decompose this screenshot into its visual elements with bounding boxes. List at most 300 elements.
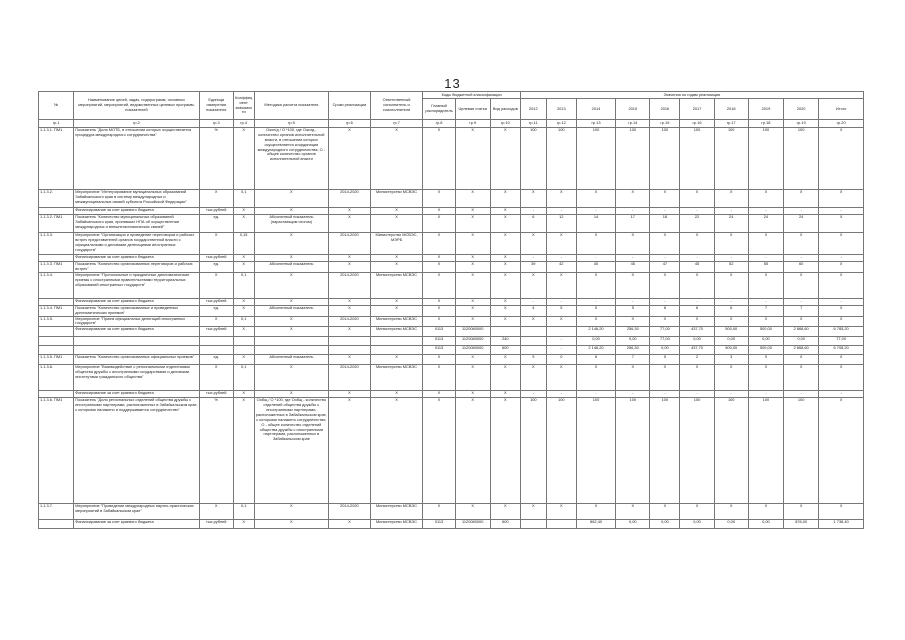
row-name: Показатель "Количество организованных и проведенных дипломатических приемов" bbox=[74, 305, 199, 316]
table-row bbox=[39, 398, 864, 504]
row-year-value: - bbox=[784, 255, 819, 262]
row-target-article-code: X bbox=[455, 272, 490, 298]
row-year-value: X bbox=[520, 316, 546, 327]
row-year-value: 100 bbox=[616, 398, 650, 504]
row-unit bbox=[199, 337, 233, 346]
row-year-value: X bbox=[650, 365, 680, 391]
row-coefficient bbox=[233, 346, 254, 355]
row-year-value: 52 bbox=[714, 262, 748, 273]
row-term: X bbox=[329, 298, 370, 305]
row-expense-type-code: X bbox=[490, 398, 520, 504]
row-year-value: - bbox=[576, 391, 615, 398]
row-method: Абсолютный показатель (нарастающим итогом) bbox=[254, 215, 329, 233]
row-year-value: X bbox=[819, 305, 864, 316]
column-number: гр.4 bbox=[233, 120, 254, 128]
row-year-value: X bbox=[576, 504, 615, 520]
row-method: X bbox=[254, 272, 329, 298]
row-number: 1.1.3.5. ПМ1 bbox=[39, 355, 74, 365]
column-number: гр.17 bbox=[714, 120, 748, 128]
row-year-value: 40 bbox=[576, 262, 615, 273]
row-target-article-code: X bbox=[455, 215, 490, 233]
row-expense-type-code: X bbox=[490, 298, 520, 305]
table-row bbox=[39, 305, 864, 316]
row-year-value: 256,30 bbox=[616, 327, 650, 337]
row-name: Мероприятие "Проведение международных научно-практических мероприятий в Забайкальском крае" bbox=[74, 504, 199, 520]
row-year-value: X bbox=[819, 365, 864, 391]
header-year: 2014 bbox=[576, 99, 615, 120]
row-year-value: X bbox=[714, 233, 748, 255]
row-year-value: 100 bbox=[576, 398, 615, 504]
row-main-manager-code: X bbox=[423, 215, 455, 233]
row-method: X bbox=[254, 316, 329, 327]
row-expense-type-code: 600 bbox=[490, 520, 520, 529]
row-responsible: X bbox=[370, 391, 423, 398]
row-year-value: - bbox=[714, 208, 748, 215]
row-year-value: 14 bbox=[576, 215, 615, 233]
row-term: X bbox=[329, 305, 370, 316]
row-year-value: - bbox=[520, 391, 546, 398]
row-year-value: - bbox=[714, 391, 748, 398]
row-term: 2014-2020 bbox=[329, 316, 370, 327]
row-year-value: - bbox=[819, 255, 864, 262]
row-number: 1.1.3.3. ПМ1 bbox=[39, 262, 74, 273]
row-year-value: - bbox=[748, 255, 783, 262]
row-expense-type-code: X bbox=[490, 128, 520, 190]
row-year-value: 437,70 bbox=[680, 327, 714, 337]
row-target-article-code: 1120080000 bbox=[455, 346, 490, 355]
row-coefficient: 0,1 bbox=[233, 272, 254, 298]
row-main-manager-code: X bbox=[423, 128, 455, 190]
row-main-manager-code: X bbox=[423, 504, 455, 520]
row-year-value: X bbox=[819, 262, 864, 273]
row-responsible: X bbox=[370, 305, 423, 316]
row-method bbox=[254, 337, 329, 346]
row-year-value: X bbox=[819, 355, 864, 365]
row-year-value: 2 868,60 bbox=[784, 327, 819, 337]
row-method: Абсолютный показатель bbox=[254, 262, 329, 273]
row-year-value: 22 bbox=[680, 215, 714, 233]
row-year-value bbox=[520, 327, 546, 337]
row-main-manager-code: X bbox=[423, 208, 455, 215]
row-year-value: X bbox=[680, 272, 714, 298]
row-name: Финансирование за счет краевого бюджета bbox=[74, 298, 199, 305]
row-year-value: 6 bbox=[650, 305, 680, 316]
row-name: Мероприятие "Организация и проведение переговоров и рабочих встреч представителей органов государственной власти с официальными и деловыми делегациями иностранных государств" bbox=[74, 233, 199, 255]
row-responsible: Министерство МСВЭС bbox=[370, 327, 423, 337]
row-year-value: X bbox=[784, 504, 819, 520]
table-row bbox=[39, 233, 864, 255]
row-year-value: 876,00 bbox=[784, 520, 819, 529]
row-year-value: 100 bbox=[680, 398, 714, 504]
row-unit: X bbox=[199, 365, 233, 391]
row-unit: % bbox=[199, 398, 233, 504]
row-responsible: X bbox=[370, 128, 423, 190]
header-year: 2018 bbox=[714, 99, 748, 120]
row-year-value: X bbox=[546, 272, 576, 298]
row-method: Абсолютный показатель bbox=[254, 355, 329, 365]
column-number: гр.11 bbox=[520, 120, 546, 128]
row-year-value: 4 bbox=[520, 305, 546, 316]
row-term: X bbox=[329, 355, 370, 365]
row-year-value: X bbox=[650, 190, 680, 208]
row-year-value: X bbox=[819, 215, 864, 233]
row-year-value: X bbox=[819, 128, 864, 190]
row-year-value: X bbox=[819, 504, 864, 520]
row-year-value: 24 bbox=[784, 215, 819, 233]
row-term: X bbox=[329, 391, 370, 398]
row-unit: ед. bbox=[199, 355, 233, 365]
row-number: 1.1.3.1. ПМ1 bbox=[39, 128, 74, 190]
row-responsible: Министерство МСВЭС bbox=[370, 190, 423, 208]
row-method: X bbox=[254, 298, 329, 305]
row-expense-type-code: 600 bbox=[490, 346, 520, 355]
row-unit: тыс.рублей bbox=[199, 327, 233, 337]
row-year-value: 5 bbox=[616, 305, 650, 316]
row-number: 1.1.3.7. bbox=[39, 504, 74, 520]
row-year-value: - bbox=[576, 298, 615, 305]
row-year-value: 100 bbox=[520, 128, 546, 190]
row-year-value: X bbox=[546, 365, 576, 391]
header-method: Методика расчета показателя bbox=[254, 92, 329, 120]
row-year-value: X bbox=[714, 504, 748, 520]
row-year-value: 0,00 bbox=[576, 337, 615, 346]
row-year-value: 100 bbox=[650, 128, 680, 190]
row-expense-type-code: X bbox=[490, 233, 520, 255]
row-target-article-code: X bbox=[455, 128, 490, 190]
row-year-value: 6 708,20 bbox=[819, 346, 864, 355]
row-main-manager-code: X bbox=[423, 398, 455, 504]
row-year-value: X bbox=[748, 316, 783, 327]
row-main-manager-code: 0113 bbox=[423, 346, 455, 355]
row-coefficient: X bbox=[233, 262, 254, 273]
header-budget-codes: Коды бюджетной классификации bbox=[423, 92, 520, 99]
row-unit: тыс.рублей bbox=[199, 391, 233, 398]
row-name: Показатель "Доля региональных отделений общества дружбы с иностранными партнерами, расположенных в Забайкальском крае, с которыми налажено и поддерживается сотрудничество" bbox=[74, 398, 199, 504]
row-year-value: X bbox=[748, 190, 783, 208]
row-year-value: X bbox=[616, 272, 650, 298]
row-year-value: 2 bbox=[680, 355, 714, 365]
row-year-value: - bbox=[680, 255, 714, 262]
row-expense-type-code: X bbox=[490, 262, 520, 273]
row-year-value: - bbox=[546, 391, 576, 398]
row-name: Финансирование за счет краевого бюджета bbox=[74, 255, 199, 262]
row-expense-type-code: X bbox=[490, 272, 520, 298]
row-responsible: X bbox=[370, 262, 423, 273]
table-row bbox=[39, 355, 864, 365]
row-year-value: - bbox=[576, 208, 615, 215]
table-row bbox=[39, 298, 864, 305]
row-main-manager-code: X bbox=[423, 391, 455, 398]
row-method: X bbox=[254, 391, 329, 398]
row-unit: X bbox=[199, 316, 233, 327]
row-main-manager-code: X bbox=[423, 255, 455, 262]
row-target-article-code: X bbox=[455, 262, 490, 273]
row-year-value: 3 bbox=[714, 355, 748, 365]
row-year-value: X bbox=[546, 190, 576, 208]
row-year-value: X bbox=[650, 316, 680, 327]
row-year-value: X bbox=[680, 365, 714, 391]
table-row bbox=[39, 391, 864, 398]
row-coefficient: 0,1 bbox=[233, 504, 254, 520]
row-year-value bbox=[520, 337, 546, 346]
header-year: 2015 bbox=[616, 99, 650, 120]
row-main-manager-code: X bbox=[423, 272, 455, 298]
row-coefficient bbox=[233, 337, 254, 346]
row-expense-type-code: X bbox=[490, 365, 520, 391]
row-year-value: - bbox=[650, 298, 680, 305]
row-responsible bbox=[370, 337, 423, 346]
row-number bbox=[39, 327, 74, 337]
row-year-value: 7 bbox=[784, 305, 819, 316]
row-unit: X bbox=[199, 233, 233, 255]
row-year-value: - bbox=[546, 346, 576, 355]
row-year-value bbox=[520, 520, 546, 529]
row-year-value: 0,00 bbox=[680, 337, 714, 346]
row-year-value: - bbox=[520, 298, 546, 305]
row-year-value: - bbox=[748, 298, 783, 305]
row-year-value: X bbox=[784, 365, 819, 391]
row-method: X bbox=[254, 255, 329, 262]
row-year-value: - bbox=[680, 298, 714, 305]
row-method bbox=[254, 346, 329, 355]
row-year-value: 6 bbox=[576, 355, 615, 365]
row-unit: тыс.рублей bbox=[199, 208, 233, 215]
row-year-value: 17 bbox=[616, 215, 650, 233]
table-row bbox=[39, 190, 864, 208]
row-coefficient: X bbox=[233, 255, 254, 262]
row-year-value: 100 bbox=[576, 128, 615, 190]
row-year-value: 0,00 bbox=[784, 337, 819, 346]
row-year-value: X bbox=[520, 504, 546, 520]
row-name: Показатель "Количество организованных официальных приемов" bbox=[74, 355, 199, 365]
row-term: 2014-2020 bbox=[329, 365, 370, 391]
header-year: Итого bbox=[819, 99, 864, 120]
row-term: X bbox=[329, 520, 370, 529]
row-expense-type-code: X bbox=[490, 190, 520, 208]
row-year-value: - bbox=[520, 208, 546, 215]
table-row bbox=[39, 262, 864, 273]
row-year-value: X bbox=[576, 365, 615, 391]
row-target-article-code: X bbox=[455, 255, 490, 262]
table-row bbox=[39, 215, 864, 233]
row-expense-type-code: X bbox=[490, 391, 520, 398]
header-year: 2013 bbox=[546, 99, 576, 120]
row-year-value: 437,70 bbox=[680, 346, 714, 355]
row-year-value: 0,00 bbox=[650, 346, 680, 355]
row-term bbox=[329, 337, 370, 346]
row-year-value: X bbox=[650, 504, 680, 520]
row-coefficient: X bbox=[233, 398, 254, 504]
row-year-value: 100 bbox=[650, 398, 680, 504]
row-method: X bbox=[254, 190, 329, 208]
column-number: гр.2 bbox=[74, 120, 199, 128]
column-number: гр.13 bbox=[576, 120, 615, 128]
row-main-manager-code: X bbox=[423, 233, 455, 255]
row-target-article-code: 1120080000 bbox=[455, 520, 490, 529]
header-year: 2016 bbox=[650, 99, 680, 120]
row-year-value: X bbox=[748, 504, 783, 520]
row-year-value: - bbox=[616, 298, 650, 305]
row-number: 1.1.3.6. bbox=[39, 365, 74, 391]
row-responsible: X bbox=[370, 255, 423, 262]
header-row-top bbox=[39, 92, 864, 99]
row-coefficient: X bbox=[233, 208, 254, 215]
row-year-value: 0,00 bbox=[714, 337, 748, 346]
row-year-value: - bbox=[546, 255, 576, 262]
row-target-article-code: 1120080000 bbox=[455, 327, 490, 337]
row-year-value: 100 bbox=[520, 398, 546, 504]
row-responsible: Министерство МСВЭС bbox=[370, 365, 423, 391]
column-number: гр.10 bbox=[490, 120, 520, 128]
row-year-value: X bbox=[616, 316, 650, 327]
row-year-value: X bbox=[680, 190, 714, 208]
row-target-article-code: X bbox=[455, 391, 490, 398]
row-target-article-code: X bbox=[455, 208, 490, 215]
row-name: Финансирование за счет краевого бюджета bbox=[74, 520, 199, 529]
row-expense-type-code: X bbox=[490, 255, 520, 262]
row-number: 1.1.3.4. ПМ1 bbox=[39, 305, 74, 316]
program-indicators-table bbox=[38, 91, 864, 529]
row-term: 2014-2020 bbox=[329, 504, 370, 520]
column-number: гр.18 bbox=[748, 120, 783, 128]
row-method: X bbox=[254, 233, 329, 255]
column-number: гр.3 bbox=[199, 120, 233, 128]
row-coefficient: X bbox=[233, 128, 254, 190]
header-values-by-year: Значения по годам реализации bbox=[520, 92, 863, 99]
row-term: X bbox=[329, 398, 370, 504]
row-coefficient: X bbox=[233, 215, 254, 233]
row-year-value bbox=[546, 327, 576, 337]
table-row bbox=[39, 272, 864, 298]
row-year-value: - bbox=[546, 298, 576, 305]
row-method: Ожог/д / О *100, где Ожогд - количество органов исполнительной власти, в отношении которых осуществляется координация международного сотрудничества; О - общее количество органов исполнительной власти bbox=[254, 128, 329, 190]
row-method: Абсолютный показатель bbox=[254, 305, 329, 316]
row-expense-type-code: X bbox=[490, 305, 520, 316]
row-coefficient: X bbox=[233, 520, 254, 529]
row-main-manager-code: X bbox=[423, 355, 455, 365]
row-year-value: - bbox=[616, 208, 650, 215]
row-year-value: X bbox=[784, 272, 819, 298]
row-method: X bbox=[254, 365, 329, 391]
header-responsible: Ответственный исполнитель и соисполнители bbox=[370, 92, 423, 120]
row-year-value: - bbox=[748, 391, 783, 398]
row-year-value: X bbox=[576, 190, 615, 208]
row-year-value: 0,00 bbox=[748, 337, 783, 346]
row-main-manager-code: X bbox=[423, 305, 455, 316]
row-term: 2014-2020 bbox=[329, 190, 370, 208]
row-year-value: X bbox=[520, 190, 546, 208]
row-year-value: 2 868,60 bbox=[784, 346, 819, 355]
row-term: 2014-2020 bbox=[329, 233, 370, 255]
row-name: Мероприятие "Прием официальных делегаций иностранных государств" bbox=[74, 316, 199, 327]
row-number bbox=[39, 208, 74, 215]
row-year-value: 100 bbox=[546, 128, 576, 190]
row-year-value: 7 bbox=[748, 305, 783, 316]
row-year-value: 6 bbox=[680, 305, 714, 316]
row-year-value: X bbox=[784, 233, 819, 255]
row-year-value: - bbox=[784, 298, 819, 305]
row-year-value: 77,00 bbox=[650, 337, 680, 346]
row-number bbox=[39, 346, 74, 355]
row-year-value: X bbox=[546, 316, 576, 327]
row-target-article-code: X bbox=[455, 298, 490, 305]
row-target-article-code: X bbox=[455, 305, 490, 316]
row-responsible: Министерство МСВЭС bbox=[370, 504, 423, 520]
row-year-value: 6 785,20 bbox=[819, 327, 864, 337]
row-main-manager-code: 0113 bbox=[423, 520, 455, 529]
table-row bbox=[39, 346, 864, 355]
row-name: Финансирование за счет краевого бюджета bbox=[74, 208, 199, 215]
row-number bbox=[39, 337, 74, 346]
row-term: X bbox=[329, 128, 370, 190]
row-year-value: 2 146,20 bbox=[576, 327, 615, 337]
row-expense-type-code bbox=[490, 327, 520, 337]
row-target-article-code: X bbox=[455, 316, 490, 327]
column-number-row bbox=[39, 120, 864, 128]
row-name: Мероприятие "Интегрирование муниципальных образований Забайкальского края в систему международных и межмуниципальных связей субъекта Российской Федерации" bbox=[74, 190, 199, 208]
row-year-value: X bbox=[520, 365, 546, 391]
row-year-value bbox=[546, 520, 576, 529]
row-year-value: 2 146,20 bbox=[576, 346, 615, 355]
column-number: гр.20 bbox=[819, 120, 864, 128]
row-year-value: 9 bbox=[520, 355, 546, 365]
header-code-col: Главный распорядитель bbox=[423, 99, 455, 120]
row-year-value: - bbox=[546, 208, 576, 215]
row-year-value: X bbox=[819, 233, 864, 255]
row-number: 1.1.3.5. bbox=[39, 316, 74, 327]
row-year-value: 0,00 bbox=[680, 520, 714, 529]
row-year-value: 24 bbox=[748, 215, 783, 233]
column-number: гр.8 bbox=[423, 120, 455, 128]
row-year-value: 500,00 bbox=[714, 327, 748, 337]
row-unit: ед. bbox=[199, 305, 233, 316]
row-year-value: - bbox=[616, 391, 650, 398]
row-year-value: 45 bbox=[616, 262, 650, 273]
row-year-value: 100 bbox=[784, 398, 819, 504]
row-year-value: 55 bbox=[748, 262, 783, 273]
row-name: Показатель "Количество организованных переговоров и рабочих встреч" bbox=[74, 262, 199, 273]
table-row bbox=[39, 504, 864, 520]
row-expense-type-code: X bbox=[490, 208, 520, 215]
column-number: гр.1 bbox=[39, 120, 74, 128]
row-year-value: - bbox=[650, 391, 680, 398]
row-year-value: 9 bbox=[748, 355, 783, 365]
row-year-value: X bbox=[748, 272, 783, 298]
row-year-value: - bbox=[819, 391, 864, 398]
header-name: Наименование целей, задач, подпрограмм, основных мероприятий, мероприятий, ведомственных целевых программ, показателей bbox=[74, 92, 199, 120]
row-expense-type-code: X bbox=[490, 215, 520, 233]
row-unit: % bbox=[199, 128, 233, 190]
row-year-value: - bbox=[819, 298, 864, 305]
row-year-value: 5 bbox=[546, 305, 576, 316]
row-year-value: X bbox=[546, 504, 576, 520]
row-year-value: - bbox=[680, 391, 714, 398]
row-number: 1.1.3.6. ПМ1 bbox=[39, 398, 74, 504]
header-coef: Коэффициент значимости bbox=[233, 92, 254, 120]
row-year-value: 100 bbox=[784, 128, 819, 190]
row-term: X bbox=[329, 327, 370, 337]
row-main-manager-code: X bbox=[423, 316, 455, 327]
row-year-value: 18 bbox=[650, 215, 680, 233]
row-term: X bbox=[329, 208, 370, 215]
row-coefficient: X bbox=[233, 327, 254, 337]
row-target-article-code: X bbox=[455, 365, 490, 391]
row-year-value: 0,00 bbox=[714, 520, 748, 529]
row-year-value: - bbox=[784, 208, 819, 215]
table-row bbox=[39, 365, 864, 391]
row-unit: X bbox=[199, 272, 233, 298]
row-method: X bbox=[254, 504, 329, 520]
